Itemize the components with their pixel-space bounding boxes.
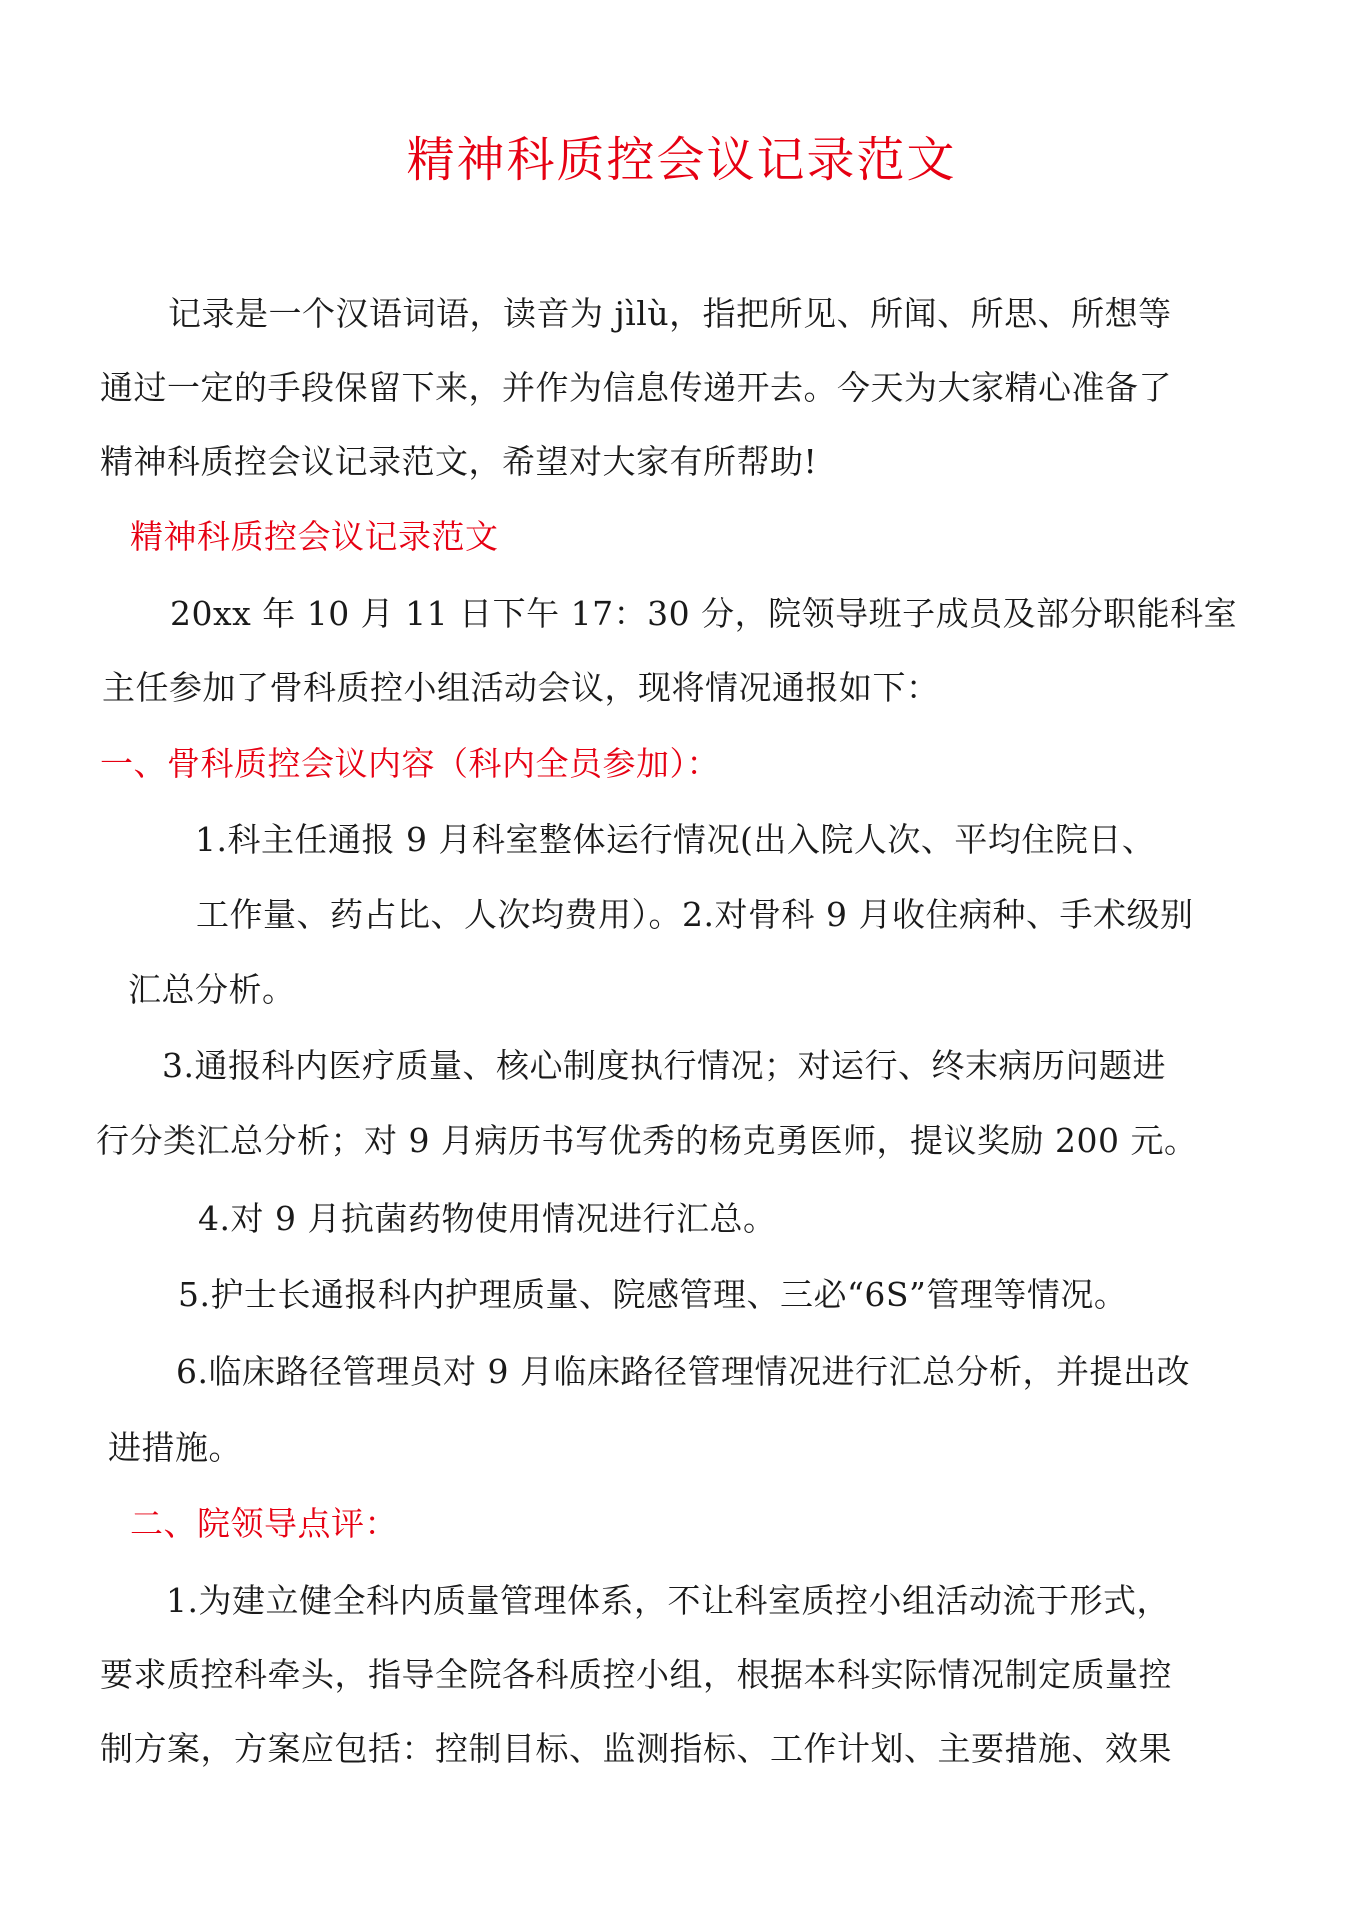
- section1-line-9: 进措施。: [108, 1428, 242, 1467]
- section1-line-4: 3.通报科内医疗质量、核心制度执行情况；对运行、终末病历问题进: [162, 1046, 1166, 1085]
- intro-line-1: 记录是一个汉语词语，读音为 jìlù，指把所见、所闻、所思、所想等: [168, 294, 1172, 333]
- section2-line-2: 要求质控科牵头，指导全院各科质控小组，根据本科实际情况制定质量控: [100, 1655, 1172, 1694]
- intro-line-2: 通过一定的手段保留下来，并作为信息传递开去。今天为大家精心准备了: [100, 368, 1172, 407]
- section1-line-6: 4.对 9 月抗菌药物使用情况进行汇总。: [198, 1199, 777, 1238]
- section1-line-1: 1.科主任通报 9 月科室整体运行情况(出入院人次、平均住院日、: [195, 820, 1156, 859]
- section-subtitle: 精神科质控会议记录范文: [130, 517, 499, 556]
- section1-line-7: 5.护士长通报科内护理质量、院感管理、三必“6S”管理等情况。: [178, 1275, 1128, 1314]
- document-title: 精神科质控会议记录范文: [406, 132, 957, 188]
- opening-line-1: 20xx 年 10 月 11 日下午 17：30 分，院领导班子成员及部分职能科室: [170, 594, 1238, 633]
- section1-line-5: 行分类汇总分析；对 9 月病历书写优秀的杨克勇医师，提议奖励 200 元。: [96, 1121, 1198, 1160]
- section2-line-3: 制方案，方案应包括：控制目标、监测指标、工作计划、主要措施、效果: [100, 1729, 1172, 1768]
- section1-line-2: 工作量、药占比、人次均费用）。2.对骨科 9 月收住病种、手术级别: [196, 895, 1194, 934]
- section2-line-1: 1.为建立健全科内质量管理体系，不让科室质控小组活动流于形式，: [166, 1581, 1170, 1620]
- section2-heading: 二、院领导点评：: [130, 1504, 398, 1543]
- section1-line-3: 汇总分析。: [128, 970, 296, 1009]
- opening-line-2: 主任参加了骨科质控小组活动会议，现将情况通报如下：: [102, 668, 940, 707]
- section1-heading: 一、骨科质控会议内容（科内全员参加）：: [100, 744, 720, 783]
- section1-line-8: 6.临床路径管理员对 9 月临床路径管理情况进行汇总分析，并提出改: [176, 1352, 1190, 1391]
- intro-line-3: 精神科质控会议记录范文，希望对大家有所帮助!: [100, 442, 818, 481]
